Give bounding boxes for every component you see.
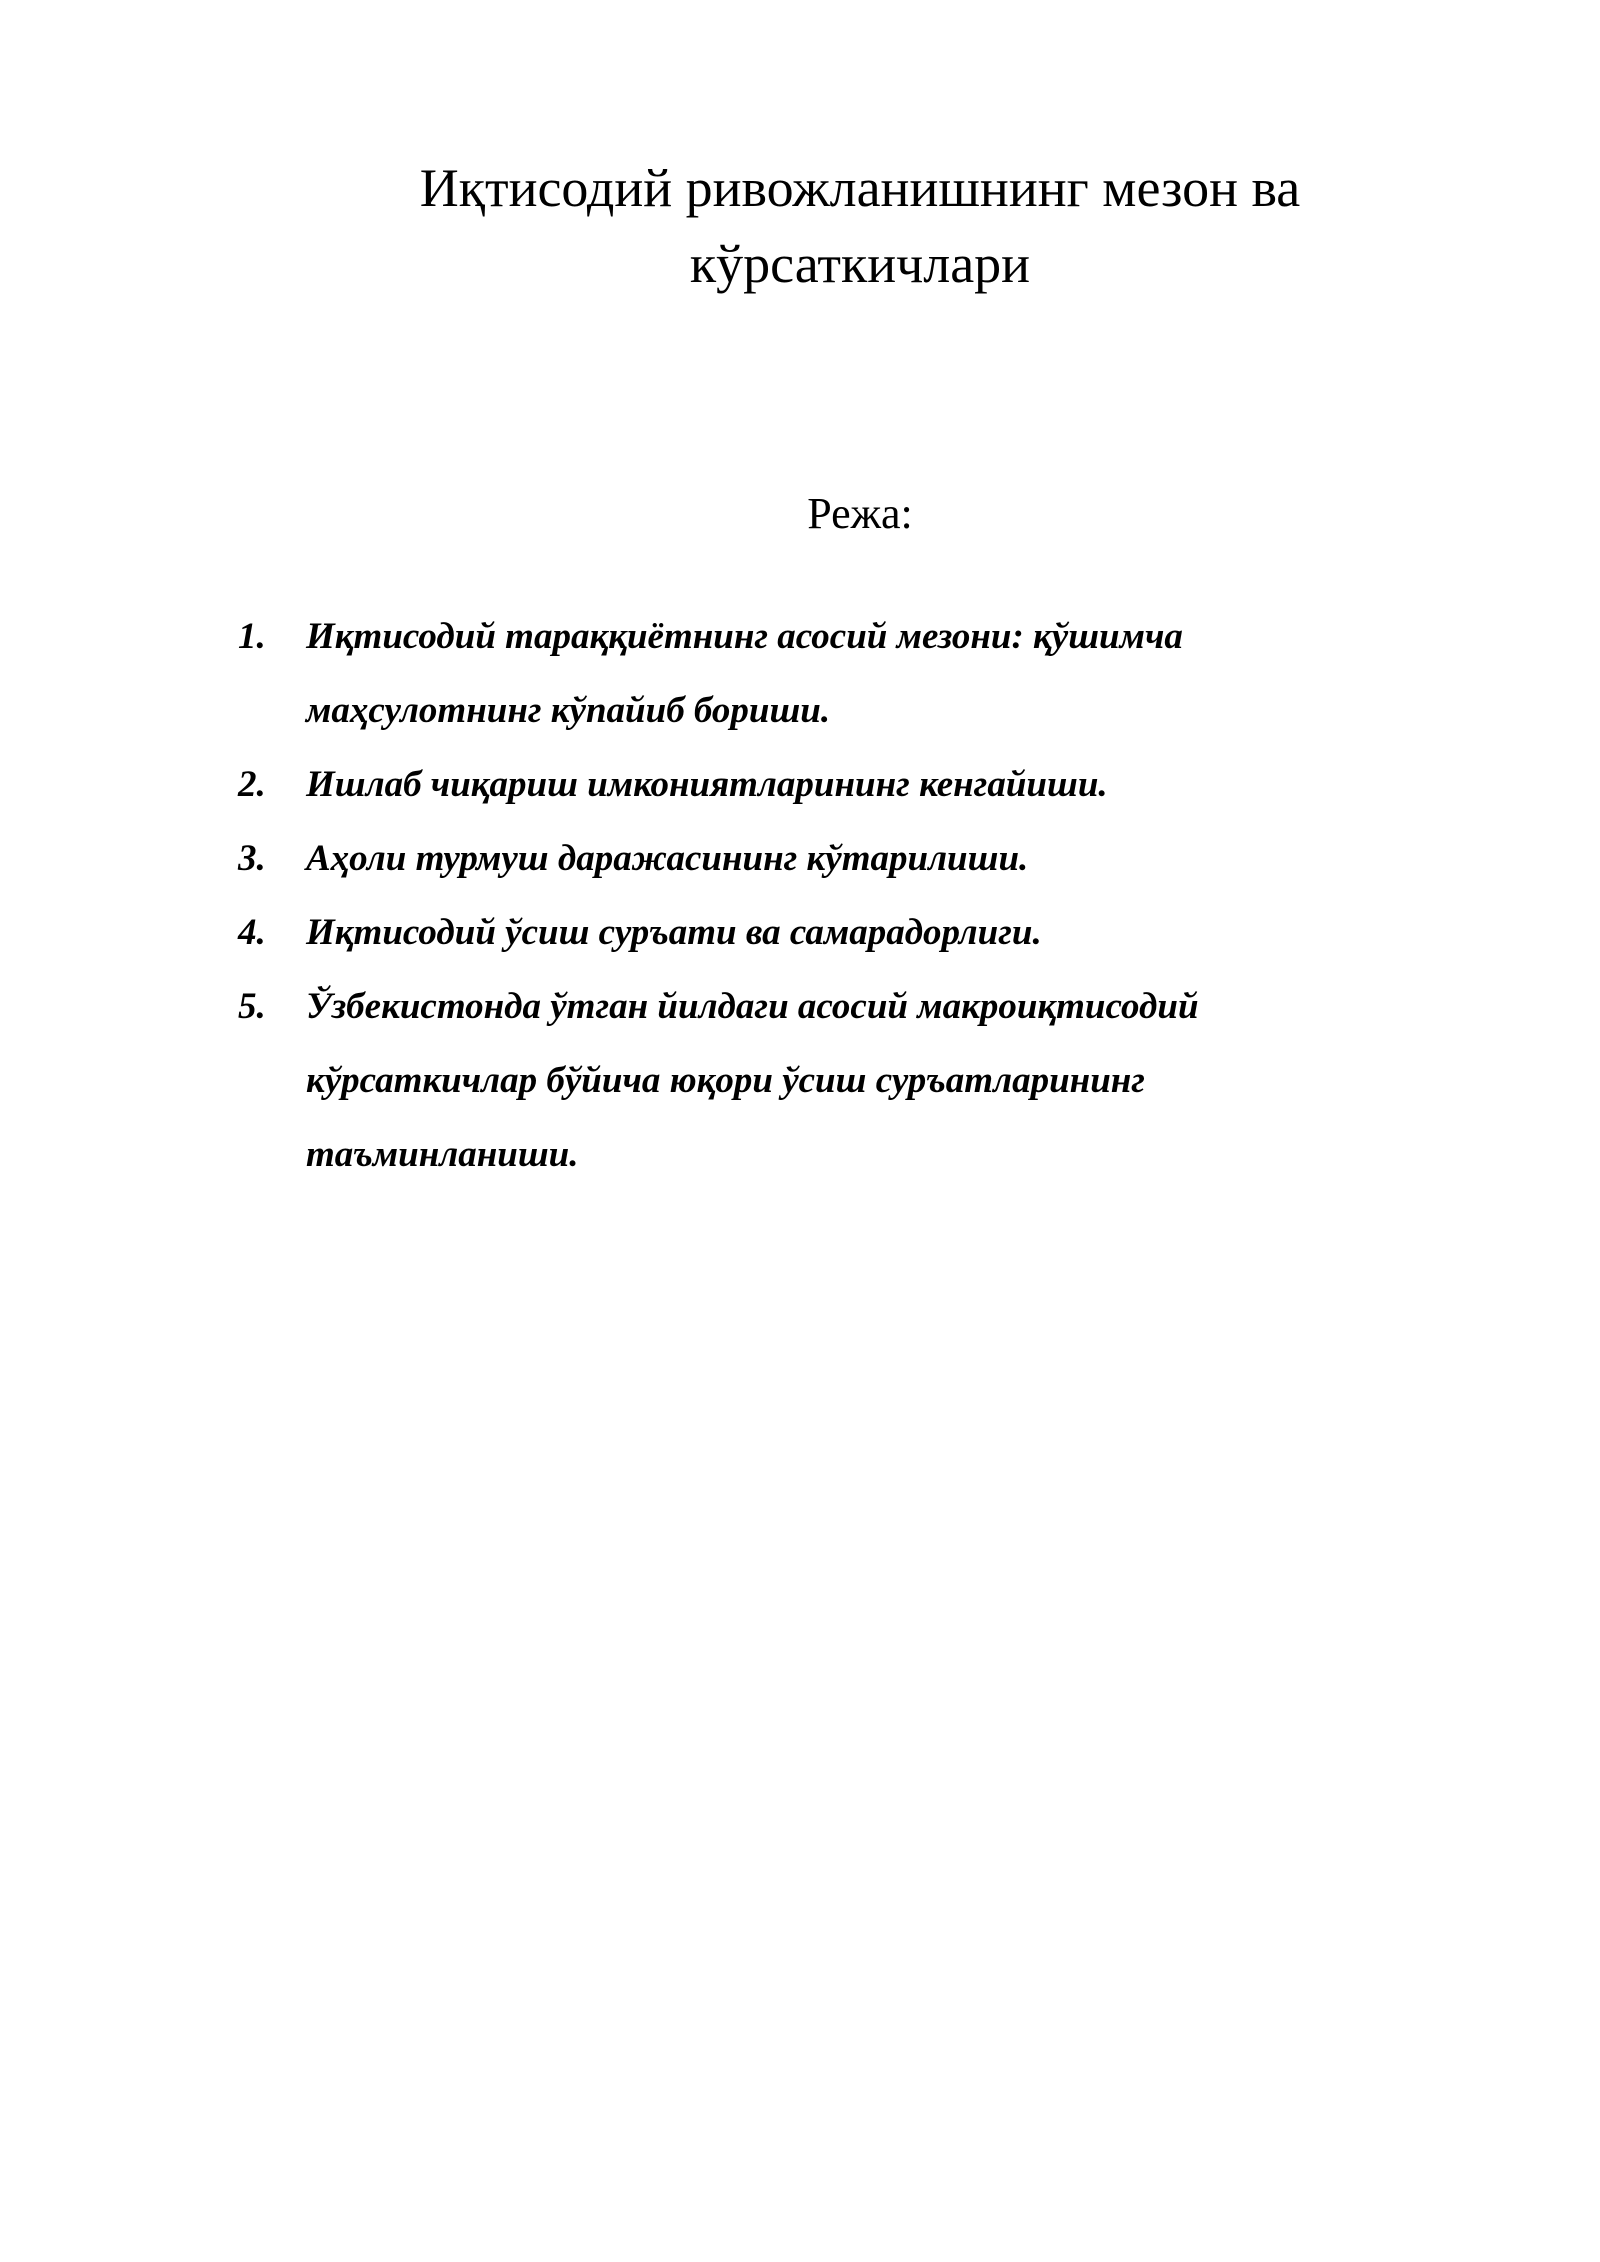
document-title-line-2: кўрсаткичлари xyxy=(689,234,1031,294)
plan-item-line: Иқтисодий тараққиётнинг асосий мезони: қўшимча xyxy=(306,616,1183,657)
plan-heading: Режа: xyxy=(807,489,913,538)
plan-item-1 xyxy=(238,600,1398,748)
plan-item-line: Ўзбекистонда ўтган йилдаги асосий макроиқтисодий xyxy=(306,986,1199,1027)
plan-item-text xyxy=(306,970,1398,1192)
plan-item-line: Аҳоли турмуш даражасининг кўтарилиши. xyxy=(306,838,1029,879)
plan-item-2 xyxy=(238,748,1398,822)
plan-item-line: таъминланиши. xyxy=(306,1134,579,1175)
document-title xyxy=(330,150,1390,302)
plan-item-5 xyxy=(238,970,1398,1192)
plan-item-line: Ишлаб чиқариш имкониятларининг кенгайиши. xyxy=(306,764,1108,805)
plan-item-text xyxy=(306,822,1398,896)
plan-item-number: 5. xyxy=(238,986,266,1027)
plan-list xyxy=(238,600,1398,1192)
plan-item-number: 2. xyxy=(238,764,266,805)
plan-item-number: 4. xyxy=(238,912,266,953)
plan-item-4 xyxy=(238,896,1398,970)
plan-item-line: маҳсулотнинг кўпайиб бориши. xyxy=(306,690,831,731)
plan-item-3 xyxy=(238,822,1398,896)
plan-item-number: 3. xyxy=(238,838,266,879)
plan-item-line: кўрсаткичлар бўйича юқори ўсиш суръатларининг xyxy=(306,1060,1145,1101)
plan-item-line: Иқтисодий ўсиш суръати ва самарадорлиги. xyxy=(306,912,1042,953)
plan-item-text xyxy=(306,896,1398,970)
plan-item-number: 1. xyxy=(238,616,266,657)
plan-item-text xyxy=(306,748,1398,822)
document-title-line-1: Иқтисодий ривожланишнинг мезон ва xyxy=(419,158,1301,218)
plan-item-text xyxy=(306,600,1398,748)
